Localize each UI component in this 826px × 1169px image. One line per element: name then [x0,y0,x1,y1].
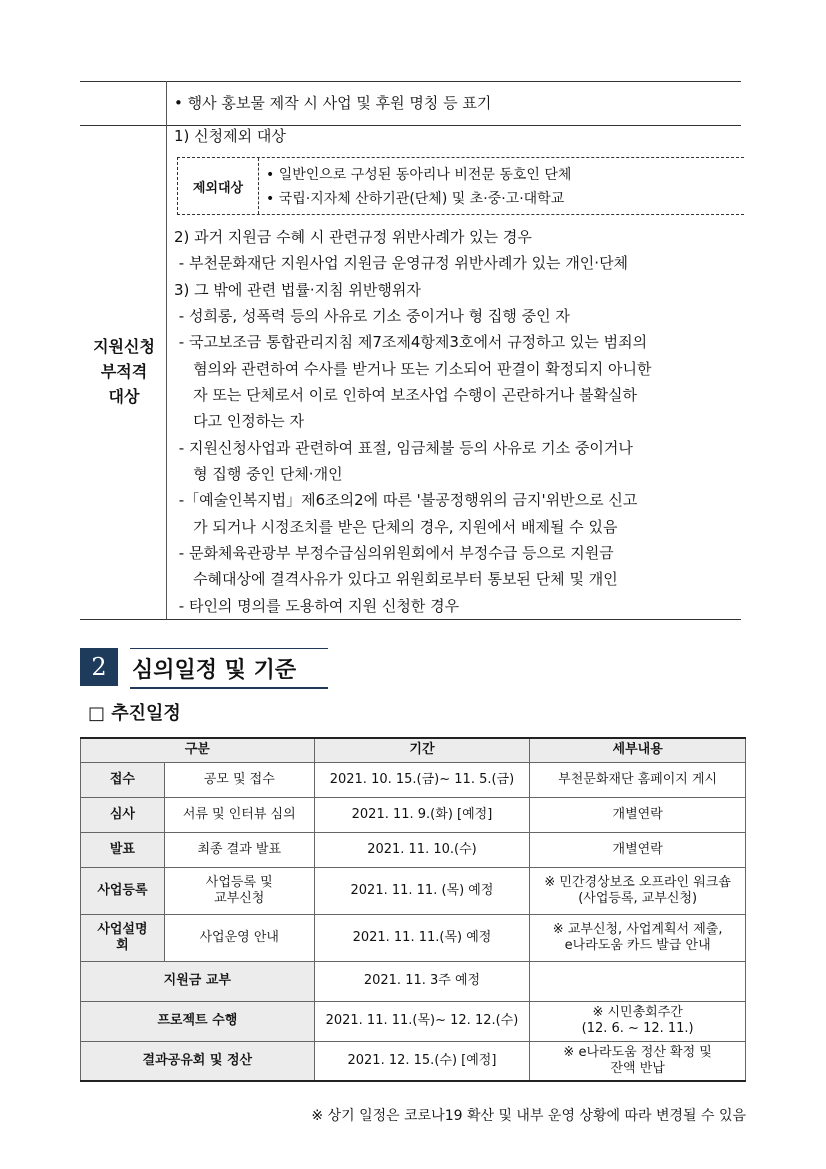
row-detail-line: ※ 교부신청, 사업계획서 제출, [552,921,723,937]
row-detail-line: e나라도움 카드 발급 안내 [564,937,711,953]
detail-line: 자 또는 단체로서 이로 인하여 보조사업 수행이 곤란하거나 불확실하 [174,386,637,404]
row-subcategory: 사업운영 안내 [164,914,314,961]
ineligible-label [80,334,168,409]
row-detail-line: (12. 6. ~ 12. 11.) [581,1021,694,1036]
header-category: 구분 [81,738,315,762]
row-detail [530,1001,746,1041]
row-subcategory: 공모 및 접수 [164,762,314,797]
row-detail: 개별연락 [530,797,746,832]
row-detail [530,1041,746,1081]
row-subcategory-line: 교부신청 [214,890,265,906]
row-period: 2021. 11. 11. (목) 예정 [314,867,530,914]
table-row [81,867,746,914]
row-period: 2021. 12. 15.(수) [예정] [314,1041,530,1081]
exclude-box-label: 제외대상 [178,158,259,214]
header-detail: 세부내용 [530,738,746,762]
box-top-border [80,81,741,82]
detail-line: 수혜대상에 결격사유가 있다고 위원회로부터 통보된 단체 및 개인 [174,570,618,588]
schedule-heading: □ 추진일정 [88,703,181,724]
row-period: 2021. 11. 10.(수) [314,832,530,867]
row-subcategory: 최종 결과 발표 [164,832,314,867]
detail-line: 가 되거나 시정조치를 받은 단체의 경우, 지원에서 배제될 수 있음 [174,518,618,536]
row-detail: 개별연락 [530,832,746,867]
schedule-table [80,737,746,1082]
table-row [81,961,746,1001]
row-detail-line: 잔액 반납 [610,1060,665,1076]
table-row [81,762,746,797]
row-period: 2021. 11. 9.(화) [예정] [314,797,530,832]
detail-line: - 부천문화재단 지원사업 지원금 운영규정 위반사례가 있는 개인·단체 [174,254,629,272]
row-category [81,914,165,961]
row-category-line: 회 [116,937,129,953]
row-period: 2021. 10. 15.(금)~ 11. 5.(금) [314,762,530,797]
row-detail-line: ※ 시민총회주간 [592,1005,683,1020]
row-detail-line: (사업등록, 교부신청) [578,890,698,906]
row-subcategory-line: 사업등록 및 [205,874,273,890]
exclude-box [177,157,744,215]
section-number: 2 [80,648,118,686]
detail-line: 3) 그 밖에 관련 법률·지침 위반행위자 [174,281,421,299]
row-detail-line: ※ e나라도움 정산 확정 및 [563,1044,712,1060]
detail-line: 형 집행 중인 단체·개인 [174,465,343,483]
row-detail [530,961,746,1001]
detail-line: - 지원신청사업과 관련하여 표절, 임금체불 등의 사유로 기소 중이거나 [174,439,633,457]
row-detail [530,867,746,914]
detail-line: - 국고보조금 통합관리지침 제7조제4항제3호에서 규정하고 있는 범죄의 [174,333,648,351]
row-subcategory: 서류 및 인터뷰 심의 [164,797,314,832]
row-category-line: 사업설명 [97,921,148,937]
detail-line: 2) 과거 지원금 수혜 시 관련규정 위반사례가 있는 경우 [174,228,532,246]
detail-line: - 성희롱, 성폭력 등의 사유로 기소 중이거나 형 집행 중인 자 [174,307,570,325]
row-detail: 부천문화재단 홈페이지 게시 [530,762,746,797]
row-subcategory [164,867,314,914]
row-category: 사업등록 [81,867,165,914]
detail-line: 혐의와 관련하여 수사를 받거나 또는 기소되어 판결이 확정되지 아니한 [174,360,652,378]
row-category: 심사 [81,797,165,832]
ineligible-label-line: 대상 [108,387,140,406]
header-period: 기간 [314,738,530,762]
table-row [81,1041,746,1081]
promo-line: • 행사 홍보물 제작 시 사업 및 후원 명칭 등 표기 [174,94,492,112]
row-detail [530,914,746,961]
row-category: 프로젝트 수행 [81,1001,315,1041]
detail-line: -「예술인복지법」제6조의2에 따른 '불공정행위의 금지'위반으로 신고 [174,491,638,509]
row-category: 접수 [81,762,165,797]
row-category: 지원금 교부 [81,961,315,1001]
row-period: 2021. 11. 11.(목)~ 12. 12.(수) [314,1001,530,1041]
exclude-item: • 국립·지자체 산하기관(단체) 및 초·중·고·대학교 [266,191,565,207]
row-category: 발표 [81,832,165,867]
exclude-item: • 일반인으로 구성된 동아리나 비전문 동호인 단체 [266,167,572,183]
table-row [81,797,746,832]
table-row [81,1001,746,1041]
section-title: 심의일정 및 기준 [130,648,328,689]
schedule-footnote: ※ 상기 일정은 코로나19 확산 및 내부 운영 상황에 따라 변경될 수 있음 [311,1108,746,1124]
table-header-row [81,738,746,762]
exclude-header: 1) 신청제외 대상 [174,127,286,145]
table-row [81,914,746,961]
ineligible-label-line: 부적격 [100,362,148,381]
row-period: 2021. 11. 3주 예정 [314,961,530,1001]
ineligible-label-line: 지원신청 [93,337,155,356]
table-row [81,832,746,867]
detail-line: - 문화체육관광부 부정수급심의위원회에서 부정수급 등으로 지원금 [174,544,614,562]
row-period: 2021. 11. 11.(목) 예정 [314,914,530,961]
row-category: 결과공유회 및 정산 [81,1041,315,1081]
row-detail-line: ※ 민간경상보조 오프라인 워크숍 [544,874,731,890]
detail-line: - 타인의 명의를 도용하여 지원 신청한 경우 [174,597,460,615]
detail-line: 다고 인정하는 자 [174,412,305,430]
box-bottom-border [80,619,741,620]
